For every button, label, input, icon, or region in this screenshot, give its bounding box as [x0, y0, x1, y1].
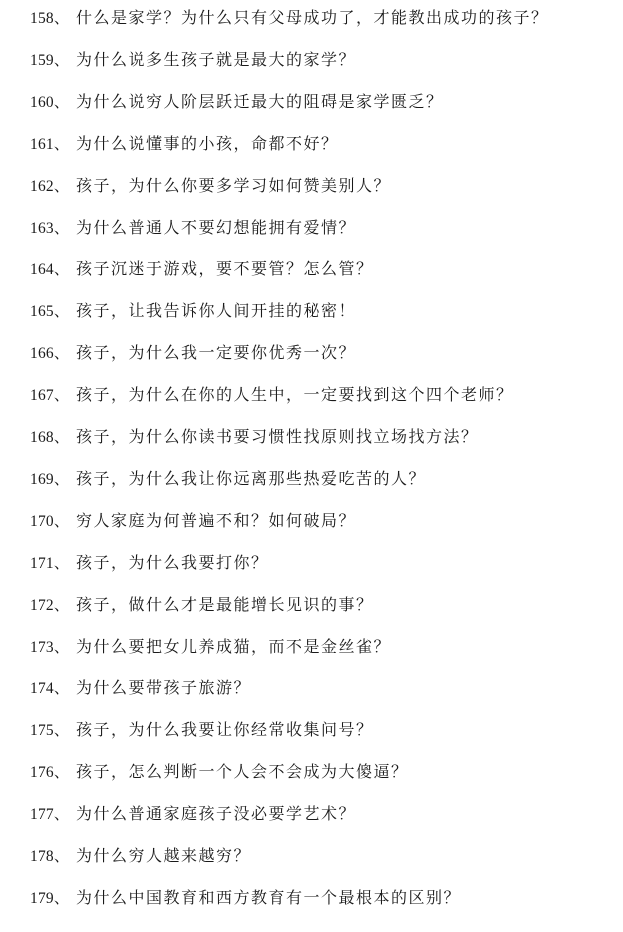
question-number: 166、	[30, 345, 70, 363]
question-number: 170、	[30, 512, 70, 530]
question-text: 为什么要带孩子旅游？	[76, 678, 252, 698]
question-item	[30, 509, 620, 533]
question-item	[30, 90, 620, 114]
question-item	[30, 551, 620, 575]
question-number: 179、	[30, 889, 70, 907]
question-item	[30, 6, 620, 30]
question-text: 孩子沉迷于游戏，要不要管？怎么管？	[76, 259, 374, 279]
question-text: 孩子，为什么在你的人生中，一定要找到这个四个老师？	[76, 385, 514, 405]
question-number: 173、	[30, 638, 70, 656]
question-number: 158、	[30, 10, 70, 27]
question-text: 孩子，为什么我一定要你优秀一次？	[76, 343, 357, 363]
question-text: 为什么要把女儿养成猫，而不是金丝雀？	[76, 636, 392, 656]
question-number: 172、	[30, 596, 70, 614]
question-number: 160、	[30, 93, 70, 111]
question-item	[30, 760, 620, 784]
question-text: 孩子，为什么你要多学习如何赞美别人？	[76, 175, 392, 195]
question-item	[30, 718, 620, 742]
question-number: 177、	[30, 806, 70, 824]
question-item	[30, 467, 620, 491]
question-item	[30, 635, 620, 659]
question-number: 163、	[30, 219, 70, 237]
question-item	[30, 844, 620, 868]
question-text: 为什么说多生孩子就是最大的家学？	[76, 49, 357, 69]
question-number: 168、	[30, 429, 70, 446]
question-number: 162、	[30, 177, 70, 195]
question-item	[30, 216, 620, 240]
question-number: 169、	[30, 470, 70, 488]
question-text: 为什么穷人越来越穷？	[76, 846, 252, 865]
question-text: 孩子，为什么你读书要习惯性找原则找立场找方法？	[76, 427, 479, 446]
question-number: 161、	[30, 135, 70, 153]
question-text: 孩子，让我告诉你人间开挂的秘密！	[76, 301, 357, 321]
question-number: 171、	[30, 554, 70, 572]
question-item	[30, 48, 620, 72]
question-item	[30, 132, 620, 156]
question-number: 159、	[30, 51, 70, 69]
question-item	[30, 593, 620, 617]
question-text: 为什么中国教育和西方教育有一个最根本的区别？	[76, 887, 462, 907]
question-item	[30, 341, 620, 365]
question-text: 为什么说懂事的小孩，命都不好？	[76, 133, 339, 153]
question-text: 孩子，为什么我要打你？	[76, 552, 269, 572]
question-number: 178、	[30, 848, 70, 865]
question-number: 165、	[30, 303, 70, 321]
question-text: 为什么普通家庭孩子没必要学艺术？	[76, 804, 357, 824]
question-text: 孩子，为什么我让你远离那些热爱吃苦的人？	[76, 468, 427, 488]
question-item	[30, 383, 620, 407]
question-text: 孩子，怎么判断一个人会不会成为大傻逼？	[76, 762, 409, 782]
question-item	[30, 299, 620, 323]
question-item	[30, 425, 620, 449]
question-number: 164、	[30, 261, 70, 279]
question-text: 为什么说穷人阶层跃迁最大的阻碍是家学匮乏？	[76, 91, 444, 111]
question-text: 孩子，做什么才是最能增长见识的事？	[76, 594, 374, 614]
question-item	[30, 886, 620, 910]
question-number: 174、	[30, 680, 70, 698]
question-item	[30, 676, 620, 700]
question-number: 175、	[30, 722, 70, 740]
question-item	[30, 174, 620, 198]
question-text: 什么是家学？为什么只有父母成功了，才能教出成功的孩子？	[76, 8, 549, 27]
question-text: 孩子，为什么我要让你经常收集问号？	[76, 720, 374, 740]
question-text: 为什么普通人不要幻想能拥有爱情？	[76, 217, 357, 237]
question-number: 167、	[30, 387, 70, 405]
question-item	[30, 802, 620, 826]
question-number: 176、	[30, 764, 70, 782]
question-item	[30, 257, 620, 281]
question-text: 穷人家庭为何普遍不和？如何破局？	[76, 510, 357, 530]
